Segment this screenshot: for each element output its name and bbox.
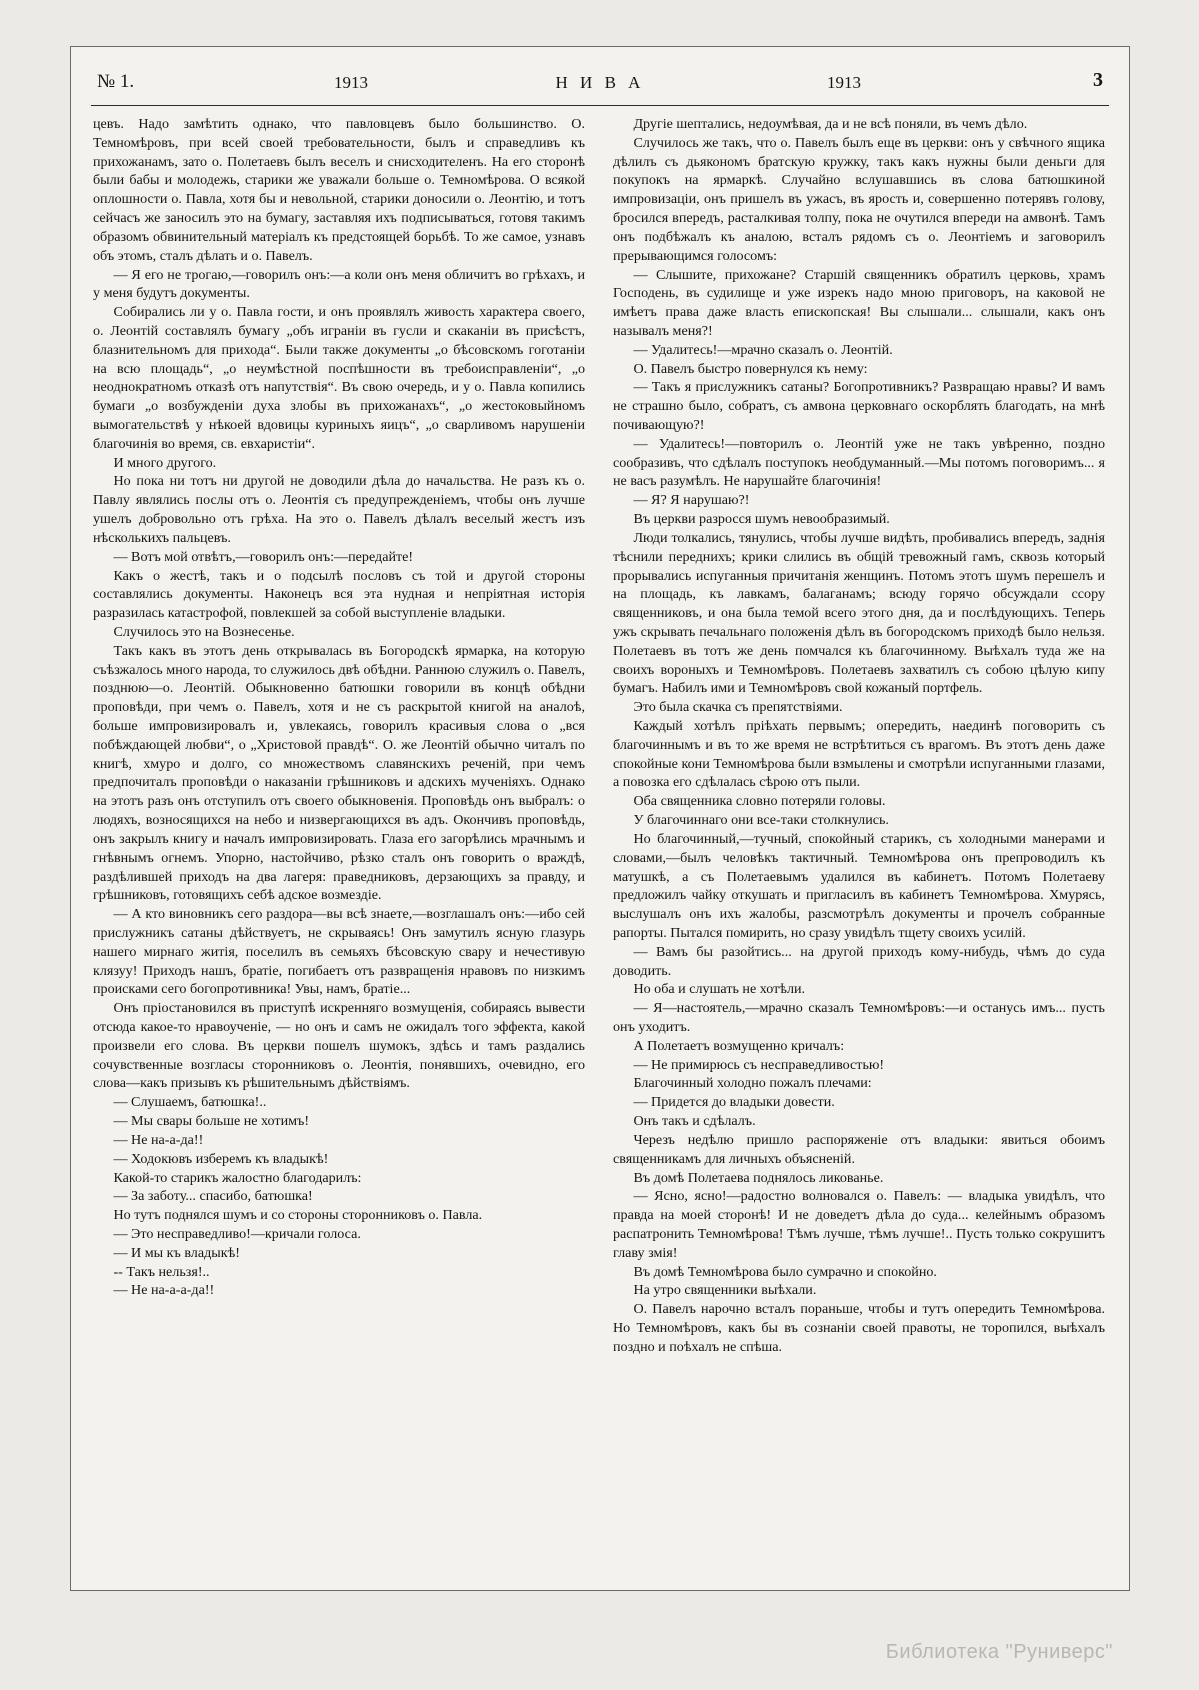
paragraph: И много другого. <box>113 454 217 471</box>
paragraph: Въ церкви разросся шумъ невообразимый. <box>633 511 890 528</box>
page-inner <box>89 65 1111 1576</box>
paragraph: — Ходокювъ изберемъ къ владыкѣ! <box>113 1150 329 1167</box>
paragraph: О. Павелъ нарочно всталъ пораньше, чтобы и тутъ опередить Темномѣрова. Но Темномѣровъ, какъ бы въ сознаніи своей правоты, не торопился, выѣхалъ поздно и поѣхалъ не спѣша. <box>613 1301 1105 1355</box>
publication-title: Н И В А <box>555 73 645 92</box>
paragraph: — Я его не трогаю,—говорилъ онъ:—а коли онъ меня обличитъ во грѣхахъ, и у меня будутъ документы. <box>93 266 585 302</box>
paragraph: — И мы къ владыкѣ! <box>113 1244 240 1261</box>
paragraph: Это была скачка съ препятствіями. <box>633 699 843 716</box>
paragraph: — Слушаемъ, батюшка!.. <box>113 1094 267 1111</box>
paragraph: — Я—настоятель,—мрачно сказалъ Темномѣровъ:—и останусь имъ... пусть онъ уходитъ. <box>613 1000 1105 1035</box>
right-column <box>613 115 1105 1357</box>
paragraph: цевъ. Надо замѣтить однако, что павловцевъ было большинство. О. Темномѣровъ, при всей своей требовательности, былъ и справедливъ къ прихожанамъ, зато о. Полетаевъ былъ веселъ и снисходителенъ. На его сторонѣ были бабы и молодежь, старики же уважали больше о. Темномѣрова. О всякой оплошности о. Павла, хотя бы и невольной, старики доносили о. Леонтію, и тотъ сейчасъ же заносилъ это на бумагу, заставляя ихъ подписываться, готовя такимъ образомъ обвинительный матеріалъ къ предстоящей борьбѣ. То же самое, узнавъ объ этомъ, сталъ дѣлать и о. Павелъ. <box>93 116 585 264</box>
year-right: 1913 <box>827 73 861 92</box>
paragraph: -- Такъ нельзя!.. <box>113 1263 210 1280</box>
paragraph: Благочинный холодно пожалъ плечами: <box>633 1075 872 1092</box>
paragraph: У благочиннаго они все-таки столкнулись. <box>633 812 889 829</box>
paragraph: — Вамъ бы разойтись... на другой приходъ кому-нибудь, чѣмъ до суда доводить. <box>613 943 1105 979</box>
header-divider <box>91 105 1109 106</box>
paragraph: Люди толкались, тянулись, чтобы лучше видѣть, пробивались впередъ, заднія тѣснили переднихъ; крики слились въ общій тревожный гамъ, сквозь который прорывались испуганныя причитанія женщинъ. Потомъ этотъ шумъ перешелъ и на площадь, къ лавкамъ, балаганамъ; всюду горячо обсуждали ссору священниковъ, и она была темой всего этого дня, да и послѣдующихъ. Теперь ужъ скрывать печальнаго положенія дѣлъ въ богородскомъ приходѣ было нельзя. Полетаевъ въ тотъ же день помчался къ благочинному. Выѣхалъ туда же на своихъ вороныхъ и Темномѣровъ. Полетаевъ захватилъ съ собою цѣлую кипу бумагъ. Набилъ ими и Темномѣровъ свой кожаный портфель. <box>613 529 1105 697</box>
paragraph: Случилось же такъ, что о. Павелъ былъ еще въ церкви: онъ у свѣчного ящика дѣлилъ съ дьякономъ братскую кружку, такъ какъ нужны были деньги для покупокъ на ярмаркѣ. Случайно вслушавшись въ слова батюшкиной импровизаціи, онъ пришелъ въ ужасъ, въ ярость и, совершенно потерявъ голову, бросился впередъ, расталкивая толпу, пока не очутился впереди на амвонѣ. Тамъ онъ подбѣжалъ къ аналою, всталъ рядомъ съ о. Леонтіемъ и заговорилъ прерывающимся голосомъ: <box>613 134 1105 264</box>
paragraph: — Удалитесь!—мрачно сказалъ о. Леонтій. <box>633 341 893 358</box>
issue-number: № 1. <box>97 71 135 92</box>
paragraph: — Мы свары больше не хотимъ! <box>113 1113 310 1130</box>
paragraph: Въ домѣ Полетаева поднялось ликованье. <box>633 1169 884 1186</box>
paragraph: Но благочинный,—тучный, спокойный старикъ, съ холодными манерами и словами,—былъ человѣкъ тактичный. Темномѣрова онъ препроводилъ къ матушкѣ, а съ Полетаевымъ удалился въ кабинетъ. Потомъ Полетаеву предложилъ чайку откушать и пригласилъ въ кабинетъ Темномѣрова. Хмурясь, выслушалъ онъ ихъ жалобы, разсмотрѣлъ документы и прочелъ собранные рапорты. Пытался помирить, но сразу увидѣлъ тщету своихъ усилій. <box>613 830 1105 941</box>
paragraph: Такъ какъ въ этотъ день открывалась въ Богородскѣ ярмарка, на которую съѣзжалось много народа, то служилось двѣ обѣдни. Раннюю служилъ о. Павелъ, позднюю—о. Леонтій. Обыкновенно батюшки говорили въ концѣ обѣдни проповѣди, при чемъ о. Павелъ, хотя и не съ раскрытой книгой на аналоѣ, больше импровизировалъ и, увлекаясь, говорилъ красивыя слова о „вся побѣждающей любви“, о „Христовой правдѣ“. О. же Леонтій обычно читалъ по книгѣ, хмуро и долго, со множествомъ славянскихъ реченій, при чемъ предпочиталъ проповѣди о наказаніи грѣшниковъ и адскихъ мученіяхъ. Однако на этотъ разъ онъ отступилъ отъ своего обыкновенія. Проповѣдь онъ выбралъ: о людяхъ, возносящихся на небо и низвергающихся въ адъ. Окончивъ проповѣдь, онъ закрылъ книгу и началъ импровизировать. Глаза его загорѣлись мрачнымъ и гнѣвнымъ огнемъ. Упорно, настойчиво, рѣзко сталъ онъ говорить о враждѣ, раздѣлившей приходъ на два лагеря: праведниковъ, дерзающихъ за правду, и грѣшниковъ, готовящихъ себѣ адское возмездіе. <box>93 642 585 904</box>
paragraph: — Не на-а-да!! <box>113 1131 204 1148</box>
page-number: 3 <box>1093 69 1103 91</box>
paragraph: Но тутъ поднялся шумъ и со стороны сторонниковъ о. Павла. <box>113 1207 483 1224</box>
paragraph: Какой-то старикъ жалостно благодарилъ: <box>113 1169 362 1186</box>
library-watermark: Библиотека "Руниверс" <box>885 1641 1113 1663</box>
paragraph: Но пока ни тотъ ни другой не доводили дѣла до начальства. Не разъ къ о. Павлу являлись послы отъ о. Леонтія съ предупрежденіемъ, чтобы онъ лучше ушелъ добровольно отъ грѣха. На это о. Павелъ дѣлалъ веселый жестъ изъ нѣсколькихъ пальцевъ. <box>93 473 585 546</box>
scanned-page <box>70 46 1130 1591</box>
paragraph: Оба священника словно потеряли головы. <box>633 793 886 810</box>
paragraph: — Вотъ мой отвѣтъ,—говорилъ онъ:—передайте! <box>113 548 414 565</box>
paragraph: Случилось это на Вознесенье. <box>113 623 295 640</box>
year-left: 1913 <box>334 73 368 92</box>
paragraph: — За заботу... спасибо, батюшка! <box>113 1188 313 1205</box>
left-column <box>93 115 585 1357</box>
paragraph: Черезъ недѣлю пришло распоряженіе отъ владыки: явиться обоимъ священникамъ для личныхъ объясненій. <box>613 1131 1105 1167</box>
paragraph: Другіе шептались, недоумѣвая, да и не всѣ поняли, въ чемъ дѣло. <box>633 116 1028 132</box>
paragraph: Каждый хотѣлъ пріѣхать первымъ; опередить, наединѣ поговорить съ благочиннымъ и въ то же время не встрѣтиться съ врагомъ. Въ этотъ день даже спокойные кони Темномѣрова были взмылены и смотрѣли испуганными глазами, а повозка его сдѣлалась сѣрою отъ пыли. <box>613 718 1105 791</box>
paragraph: — Слышите, прихожане? Старшій священникъ обратилъ церковь, храмъ Господень, въ судилище и уже изрекъ надо мною приговоръ, на каковой не имѣетъ права даже власть епископская! Вы слышали... слышали, какъ онъ называлъ меня?! <box>613 266 1105 339</box>
paragraph: — Придется до владыки довести. <box>633 1094 835 1111</box>
paragraph: — Не на-а-а-да!! <box>113 1282 215 1299</box>
paragraph: О. Павелъ быстро повернулся къ нему: <box>633 360 868 377</box>
paragraph: А Полетаетъ возмущенно кричалъ: <box>633 1037 845 1054</box>
paragraph: — А кто виновникъ сего раздора—вы всѣ знаете,—возглашалъ онъ:—ибо сей прислужникъ сатаны дѣйствуетъ, не скрываясь! Онъ замутилъ ясную глазурь нашего мирнаго житія, поселилъ въ семьяхъ бѣсовскую свару и нечестивую клязуу! Приходъ нашъ, братіе, погибаетъ отъ развращенія нравовъ по низкимъ происками сего богопротивника! Увы, намъ, братіе... <box>93 906 585 998</box>
paragraph: — Я? Я нарушаю?! <box>633 492 750 509</box>
paragraph: Онъ пріостановился въ приступѣ искренняго возмущенія, собираясь вывести отсюда какое-то нравоученіе, — но онъ и самъ не ожидалъ того эффекта, какой произвели его слова. Въ церкви пошелъ шумокъ, здѣсь и тамъ раздались сочувственные возгласы сторонниковъ о. Леонтія, понявшихъ, очевидно, его слова—какъ призывъ къ рѣшительнымъ дѣйствіямъ. <box>93 1000 585 1092</box>
masthead <box>89 65 1111 105</box>
paragraph: Какъ о жестѣ, такъ и о подсылѣ пословъ съ той и другой стороны составлялись документы. Наконецъ вся эта нудная и непріятная исторія разразилась катастрофой, повлекшей за собой выступленіе владыки. <box>93 567 585 622</box>
paragraph: Но оба и слушать не хотѣли. <box>633 981 806 998</box>
paragraph: Въ домѣ Темномѣрова было сумрачно и спокойно. <box>633 1263 937 1280</box>
paragraph: Собирались ли у о. Павла гости, и онъ проявлялъ живость характера своего, о. Леонтій составлялъ бумагу „объ игранiи въ гусли и скаканіи въ присѣстъ, блазнительномъ для прихода“. Были также документы „о бѣсовскомъ гоготаніи на всю площадь“, „о неумѣстной поспѣшности въ требоисправленіи“, „о неоднократномъ отказѣ отъ напутствія“. Въ свою очередь, и у о. Павла копились бумаги „о возбужденіи духа злобы въ прихожанахъ“, „о жестоковыйномъ вымогательствѣ у нѣкоей вдовицы куриныхъ яицъ“, „о сварливомъ нарушеніи благочинія во время, св. евхаристіи“. <box>93 304 585 452</box>
paragraph: — Не примирюсь съ несправедливостью! <box>633 1056 885 1073</box>
paragraph: — Такъ я прислужникъ сатаны? Богопротивникъ? Развращаю нравы? И вамъ не страшно было, собратъ, съ амвона церковнаго оскорблять благодать, на мнѣ почивающую?! <box>613 379 1105 433</box>
paragraph: На утро священники выѣхали. <box>633 1282 817 1299</box>
paragraph: Онъ такъ и сдѣлалъ. <box>633 1113 756 1130</box>
text-columns <box>89 115 1111 1357</box>
paragraph: — Это несправедливо!—кричали голоса. <box>113 1225 361 1242</box>
paragraph: — Ясно, ясно!—радостно волновался о. Павелъ: — владыка увидѣлъ, что правда на моей сторонѣ! И не доведетъ дѣла до суда... келейнымъ образомъ распатронить Темномѣрова! Тѣмъ лучше, тѣмъ лучше!.. Пусть только сокрушитъ главу змія! <box>613 1188 1105 1261</box>
paragraph: — Удалитесь!—повторилъ о. Леонтій уже не такъ увѣренно, поздно сообразивъ, что сдѣлалъ поступокъ необдуманный.—Мы потомъ поговоримъ... я не васъ разумѣлъ. Не нарушайте благочинія! <box>613 435 1105 490</box>
